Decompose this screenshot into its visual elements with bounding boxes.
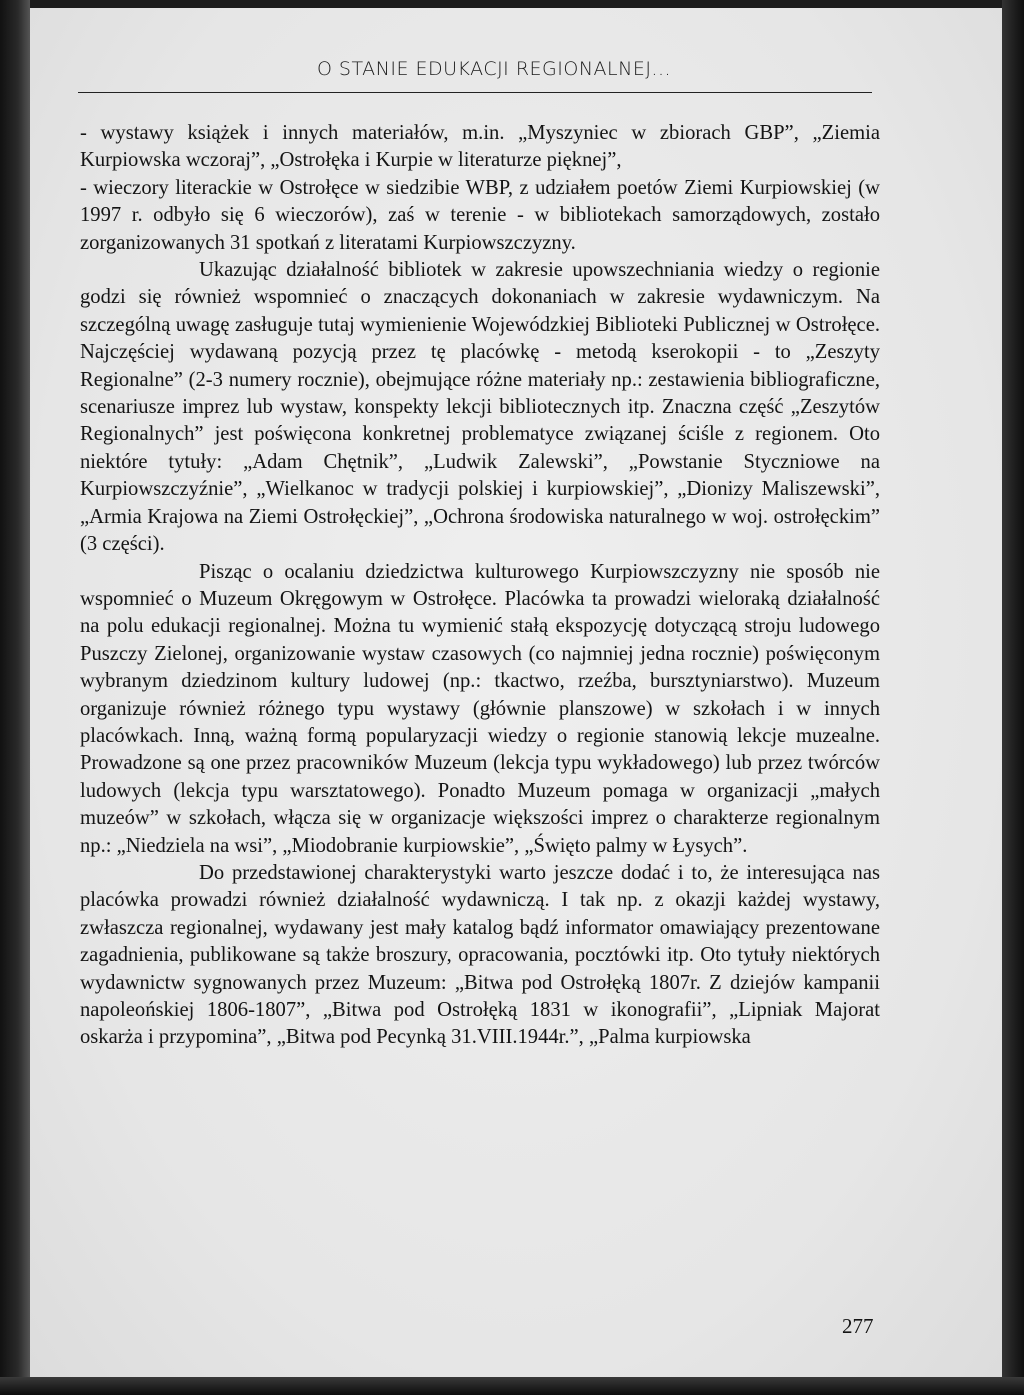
paragraph-museum-education: Pisząc o ocalaniu dziedzictwa kulturowego Kurpiowszczyzny nie sposób nie wspomnieć o Muzeum Okręgowym w Ostrołęce. Placówka ta prowadzi wieloraką działalność na polu edukacji regionalnej. Można tu wymienić stałą ekspozycję dotyczącą stroju ludowego Puszczy Zielonej, organizowanie wystaw czasowych (co najmniej jedna rocznie) poświęconym wybranym dziedzinom kultury ludowej (np.: tkactwo, rzeźba, bursztyniarstwo). Muzeum organizuje również różnego typu wystawy (głównie planszowe) w szkołach i w innych placówkach. Inną, ważną formą popularyzacji wiedzy o regionie stanowią lekcje muzealne. Prowadzone są one przez pracowników Muzeum (lekcja typu wykładowego) lub przez twórców ludowych (lekcja typu warsztatowego). Ponadto Muzeum pomaga w organizacji „małych muzeów” w szkołach, włącza się w organizacje większości imprez o charakterze regionalnym np.: „Niedziela na wsi”, „Miodobranie kurpiowskie”, „Święto palmy w Łysych”. (80, 560, 880, 857)
header-rule (78, 92, 872, 93)
page-number: 277 (842, 1314, 874, 1338)
scan-edge-bottom (0, 1377, 1024, 1395)
book-page (30, 8, 1002, 1377)
paragraph-library-publishing: Ukazując działalność bibliotek w zakresie upowszechniania wiedzy o regionie godzi się również wspomnieć o znaczących dokonaniach w zakresie wydawniczym. Na szczególną uwagę zasługuje tutaj wymienienie Wojewódzkiej Biblioteki Publicznej w Ostrołęce. Najczęściej wydawaną pozycją przez tę placówkę - metodą kserokopii - to „Zeszyty Regionalne” (2-3 numery rocznie), obejmujące różne materiały np.: zestawienia bibliograficzne, scenariusze imprez lub wystaw, konspekty lekcji bibliotecznych itp. Znaczna część „Zeszytów Regionalnych” jest poświęcona konkretnej problematyce związanej ściśle z regionem. Oto niektóre tytuły: „Adam Chętnik”, „Ludwik Zalewski”, „Powstanie Styczniowe na Kurpiowszczyźnie”, „Wielkanoc w tradycji polskiej i kurpiowskiej”, „Dionizy Maliszewski”, „Armia Krajowa na Ziemi Ostrołęckiej”, „Ochrona środowiska naturalnego w woj. ostrołęckim” (3 części). (80, 259, 880, 556)
paragraph-museum-publishing: Do przedstawionej charakterystyki warto jeszcze dodać i to, że interesująca nas placówka prowadzi również działalność wydawniczą. I tak np. z okazji każdej wystawy, zwłaszcza regionalnej, wydawany jest mały katalog bądź informator omawiający prezentowane zagadnienia, publikowane są także broszury, opracowania, pocztówki itp. Oto tytuły niektórych wydawnictw sygnowanych przez Muzeum: „Bitwa pod Ostrołęką 1807r. Z dziejów kampanii napoleońskiej 1806-1807”, „Bitwa pod Ostrołęką 1831 w ikonografii”, „Lipniak Majorat oskarża i przypomina”, „Bitwa pod Pecynką 31.VIII.1944r.”, „Palma kurpiowska (80, 861, 880, 1049)
paragraph-list-item-evenings: - wieczory literackie w Ostrołęce w siedzibie WBP, z udziałem poetów Ziemi Kurpiowskiej (w 1997 r. odbyło się 6 wieczorów), zaś w terenie - w bibliotekach samorządowych, zostało zorganizowanych 31 spotkań z literatami Kurpiowszczyzny. (80, 176, 880, 254)
paragraph-list-item-exhibitions: - wystawy książek i innych materiałów, m.in. „Myszyniec w zbiorach GBP”, „Ziemia Kurpiowska wczoraj”, „Ostrołęka i Kurpie w literaturze pięknej”, (80, 122, 880, 172)
running-header: O STANIE EDUKACJI REGIONALNEJ... (316, 58, 672, 80)
scan-edge-left (0, 0, 30, 1395)
body-text (80, 120, 880, 1052)
scan-edge-right (1002, 0, 1024, 1395)
